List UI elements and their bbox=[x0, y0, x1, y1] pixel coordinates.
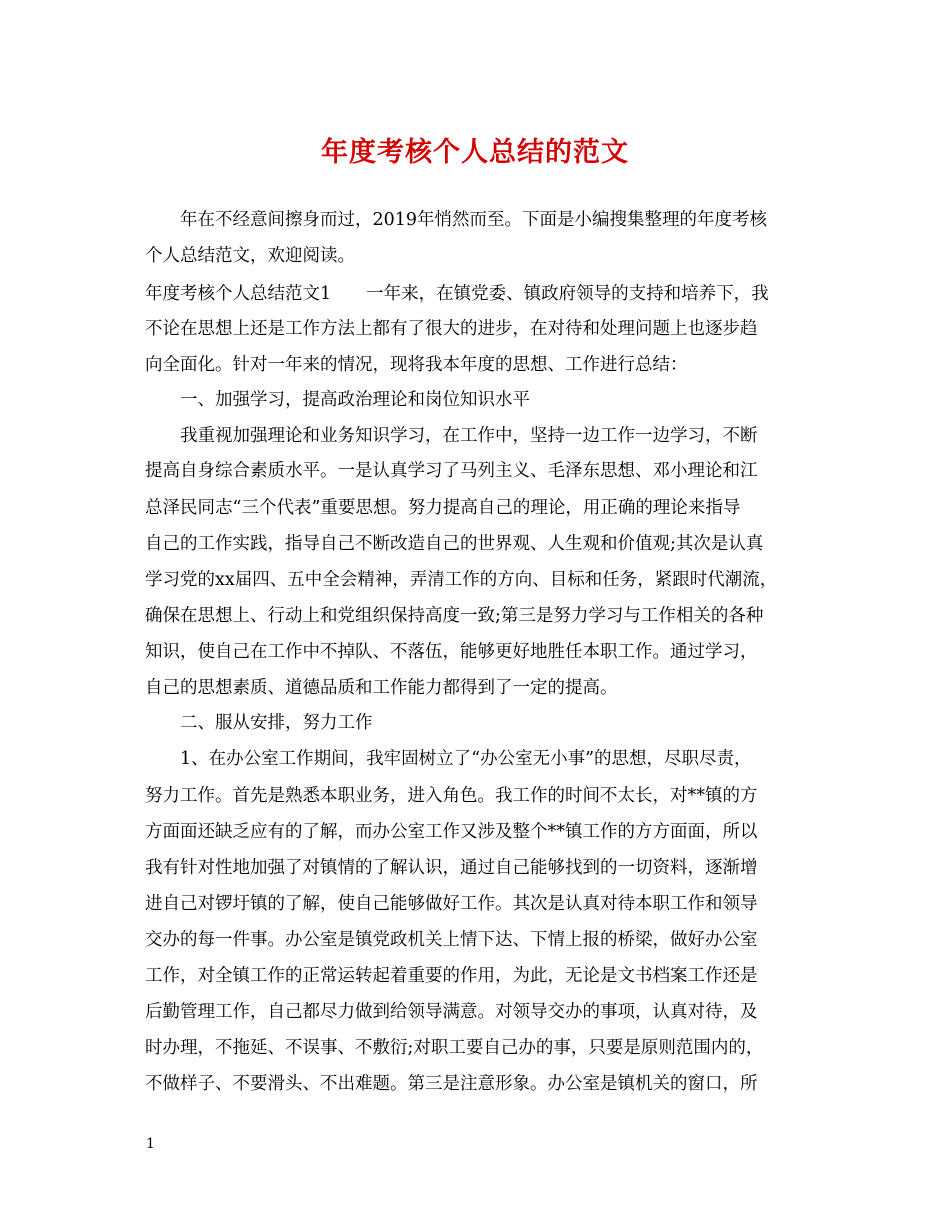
paragraph-line: 确保在思想上、行动上和党组织保持高度一致;第三是努力学习与工作相关的各种 bbox=[145, 606, 764, 626]
paragraph-line: 自己的思想素质、道德品质和工作能力都得到了一定的提高。 bbox=[145, 678, 618, 698]
section-heading: 一、加强学习，提高政治理论和岗位知识水平 bbox=[180, 390, 530, 410]
paragraph-line: 年度考核个人总结范文1 一年来，在镇党委、镇政府领导的支持和培养下，我 bbox=[145, 284, 769, 304]
paragraph-line: 1、在办公室工作期间，我牢固树立了“办公室无小事”的思想，尽职尽责， bbox=[180, 749, 752, 769]
section-heading: 二、服从安排，努力工作 bbox=[180, 713, 373, 733]
paragraph-line: 我重视加强理论和业务知识学习，在工作中，坚持一边工作一边学习，不断 bbox=[180, 426, 758, 446]
paragraph-line: 自己的工作实践，指导自己不断改造自己的世界观、人生观和价值观;其次是认真 bbox=[145, 534, 764, 554]
paragraph-line: 年在不经意间擦身而过，2019年悄然而至。下面是小编搜集整理的年度考核 bbox=[180, 210, 768, 230]
paragraph-line: 向全面化。针对一年来的情况，现将我本年度的思想、工作进行总结： bbox=[145, 355, 688, 375]
paragraph-line: 进自己对锣圩镇的了解，使自己能够做好工作。其次是认真对待本职工作和领导 bbox=[145, 894, 758, 914]
paragraph-line: 不论在思想上还是工作方法上都有了很大的进步，在对待和处理问题上也逐步趋 bbox=[145, 319, 758, 339]
paragraph-line: 总泽民同志“三个代表”重要思想。努力提高自己的理论，用正确的理论来指导 bbox=[145, 498, 741, 518]
paragraph-line: 交办的每一件事。办公室是镇党政机关上情下达、下情上报的桥梁，做好办公室 bbox=[145, 930, 758, 950]
page-number: 1 bbox=[146, 1136, 155, 1152]
paragraph-line: 方面面还缺乏应有的了解，而办公室工作又涉及整个**镇工作的方方面面，所以 bbox=[145, 822, 758, 842]
paragraph-line: 努力工作。首先是熟悉本职业务，进入角色。我工作的时间不太长，对**镇的方 bbox=[145, 786, 758, 806]
document-title: 年度考核个人总结的范文 bbox=[321, 137, 629, 168]
paragraph-line: 工作，对全镇工作的正常运转起着重要的作用，为此，无论是文书档案工作还是 bbox=[145, 966, 758, 986]
paragraph-line: 知识，使自己在工作中不掉队、不落伍，能够更好地胜任本职工作。通过学习， bbox=[145, 642, 758, 662]
paragraph-line: 不做样子、不要滑头、不出难题。第三是注意形象。办公室是镇机关的窗口，所 bbox=[145, 1074, 758, 1094]
paragraph-line: 提高自身综合素质水平。一是认真学习了马列主义、毛泽东思想、邓小理论和江 bbox=[145, 461, 758, 481]
paragraph-line: 个人总结范文，欢迎阅读。 bbox=[145, 246, 355, 266]
paragraph-line: 我有针对性地加强了对镇情的了解认识，通过自己能够找到的一切资料，逐渐增 bbox=[145, 858, 758, 878]
paragraph-line: 后勤管理工作，自己都尽力做到给领导满意。对领导交办的事项，认真对待，及 bbox=[145, 1002, 758, 1022]
paragraph-line: 时办理，不拖延、不误事、不敷衍;对职工要自己办的事，只要是原则范围内的， bbox=[145, 1038, 764, 1058]
paragraph-line: 学习党的xx届四、五中全会精神，弄清工作的方向、目标和任务，紧跟时代潮流， bbox=[145, 570, 778, 590]
